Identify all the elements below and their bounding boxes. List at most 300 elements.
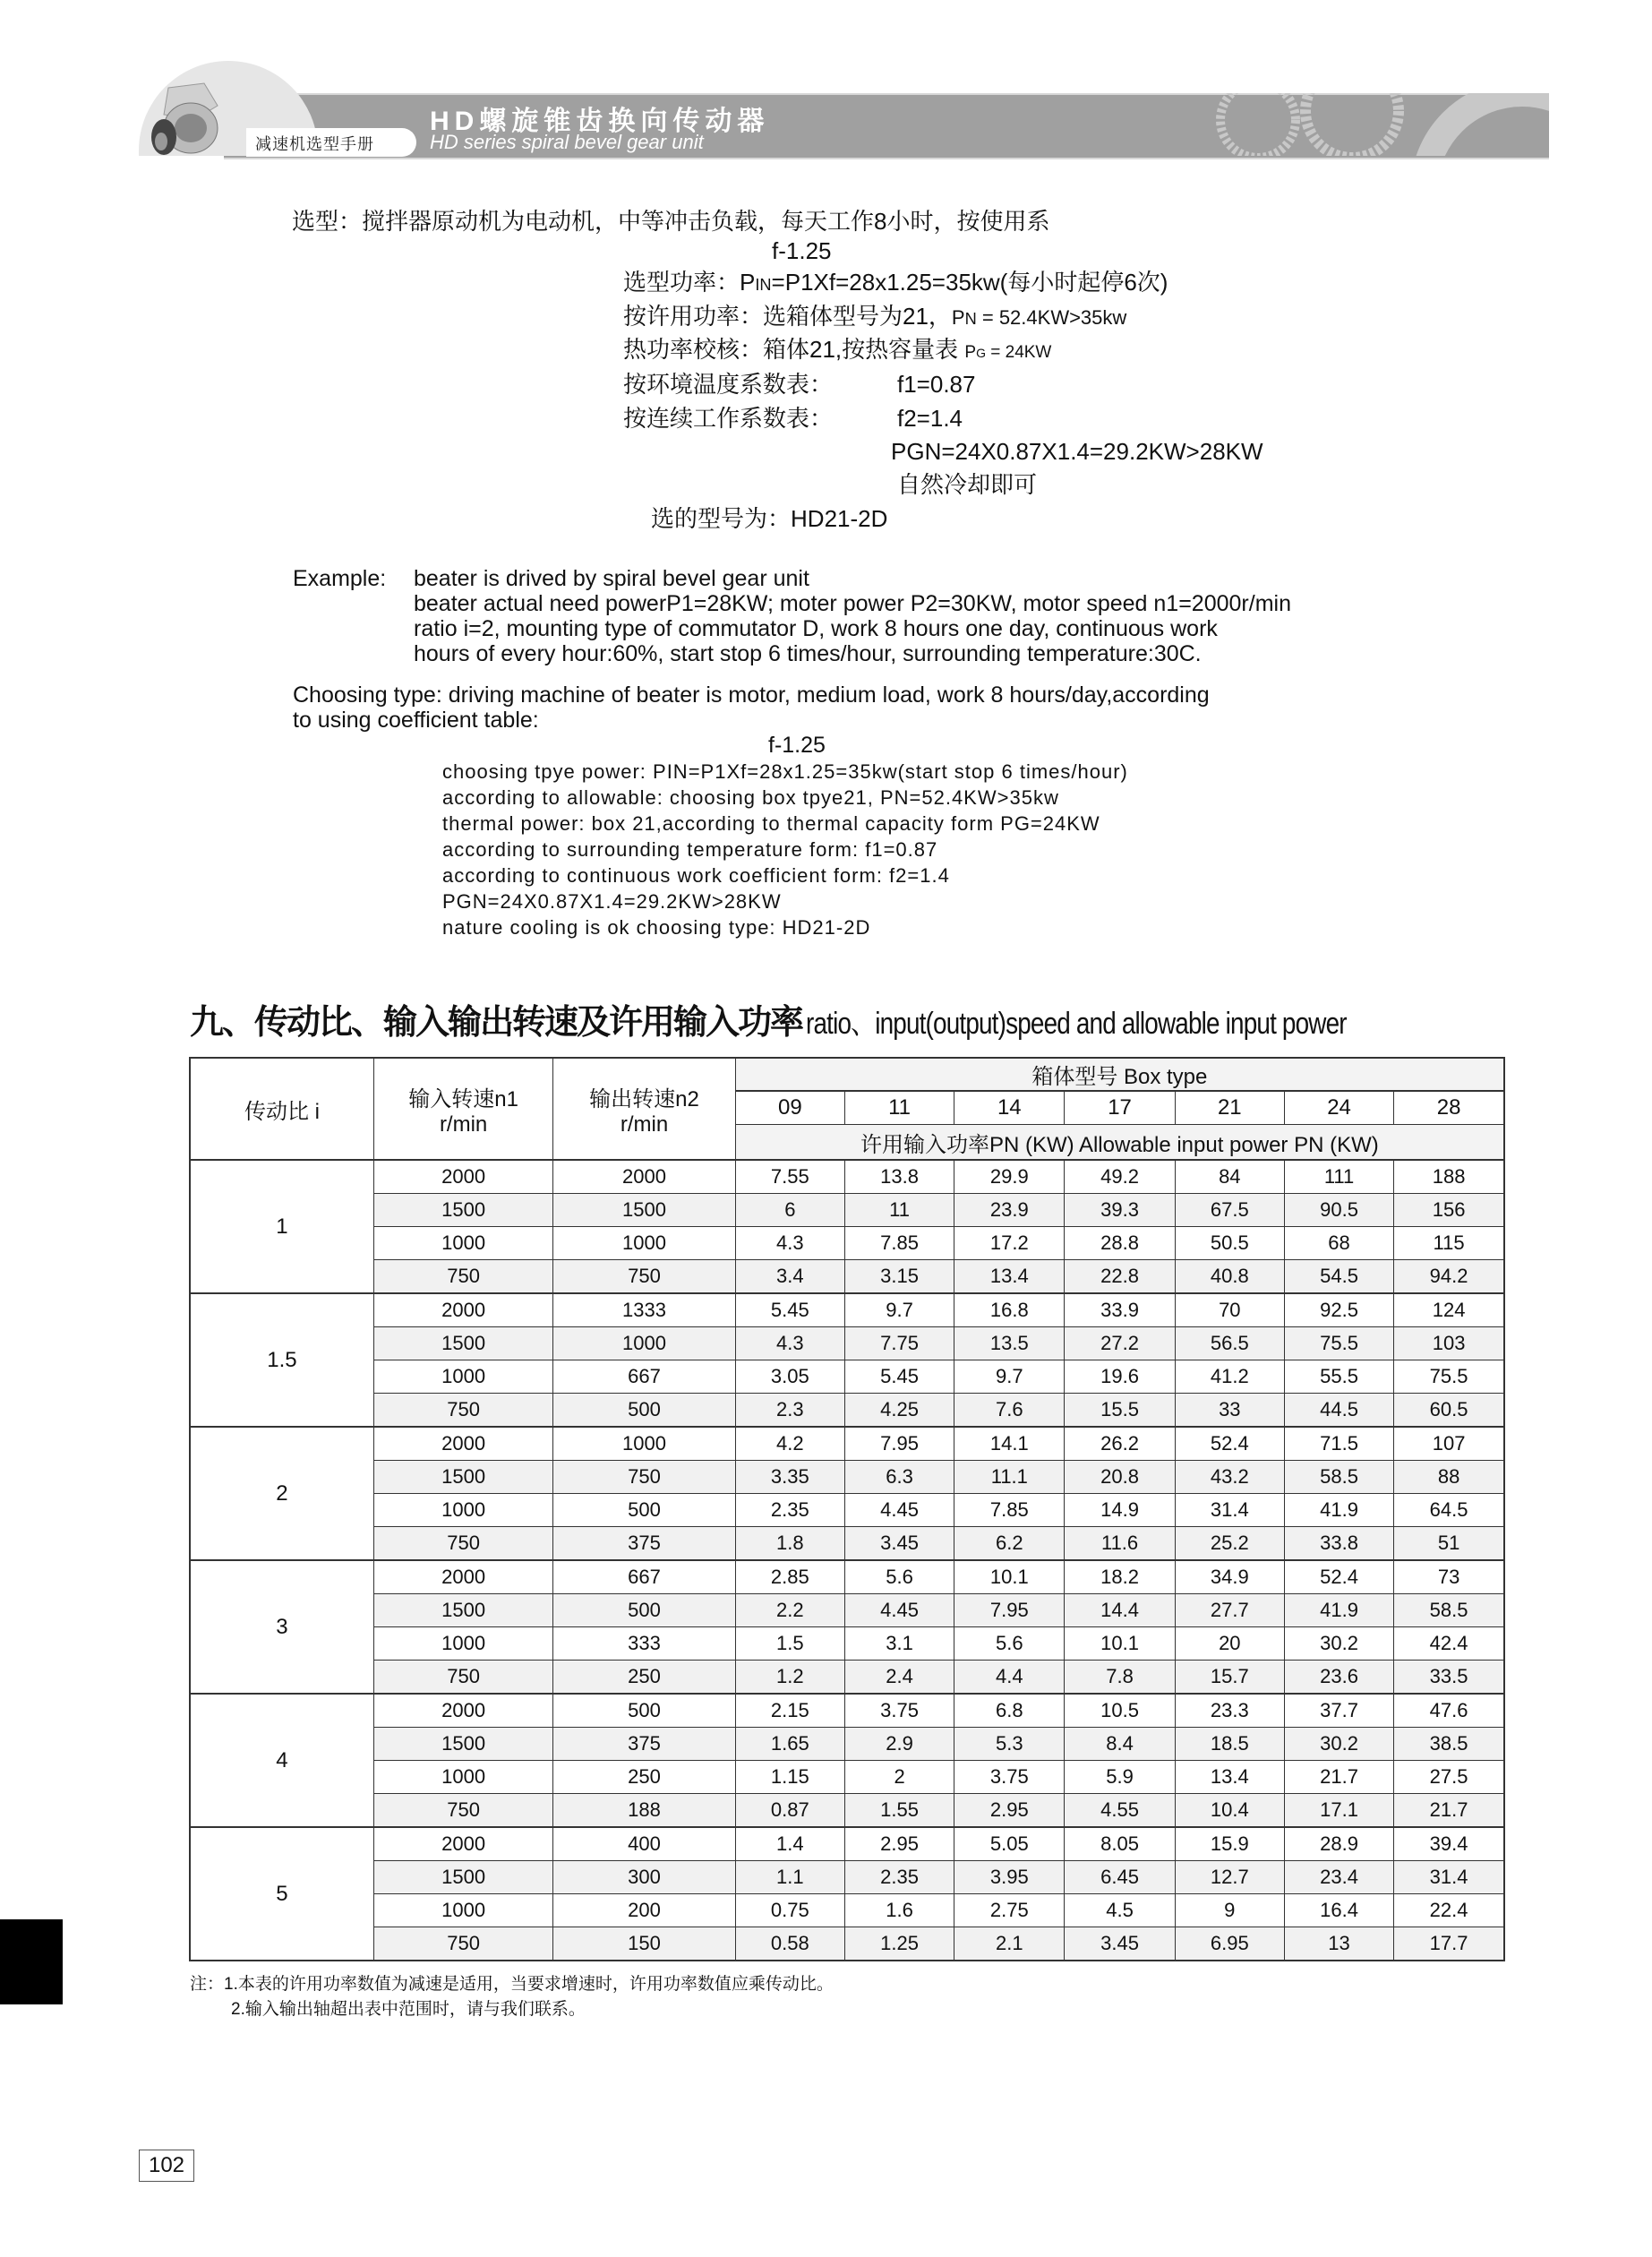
power-cell: 13.4: [954, 1260, 1065, 1294]
power-cell: 33.5: [1394, 1661, 1504, 1695]
power-cell: 1.55: [844, 1794, 954, 1828]
power-cell: 9.7: [844, 1293, 954, 1327]
input-speed-cell: 2000: [373, 1160, 552, 1194]
power-cell: 5.6: [954, 1627, 1065, 1661]
power-cell: 7.85: [954, 1494, 1065, 1527]
power-cell: 7.75: [844, 1327, 954, 1360]
power-cell: 4.45: [844, 1494, 954, 1527]
power-cell: 5.45: [844, 1360, 954, 1394]
power-cell: 50.5: [1175, 1227, 1284, 1260]
cn-row-thermal: 热功率校核：箱体21,按热容量表 PG = 24KW: [623, 336, 1052, 363]
power-cell: 4.25: [844, 1394, 954, 1428]
page-number: 102: [139, 2150, 194, 2182]
power-cell: 19.6: [1065, 1360, 1175, 1394]
power-cell: 22.8: [1065, 1260, 1175, 1294]
power-cell: 2.1: [954, 1927, 1065, 1961]
power-cell: 41.9: [1284, 1494, 1393, 1527]
power-cell: 75.5: [1394, 1360, 1504, 1394]
table-row: [190, 1927, 1504, 1961]
power-cell: 11.1: [954, 1461, 1065, 1494]
chapter-tab-marker: [0, 1919, 63, 2004]
power-cell: 23.6: [1284, 1661, 1393, 1695]
input-speed-cell: 1500: [373, 1461, 552, 1494]
table-row: [190, 1293, 1504, 1327]
note-line-2: 2.输入输出轴超出表中范围时，请与我们联系。: [231, 2000, 586, 2019]
output-speed-cell: 2000: [553, 1160, 735, 1194]
cn-temp-label: 按环境温度系数表：: [623, 371, 834, 398]
power-cell: 94.2: [1394, 1260, 1504, 1294]
power-cell: 38.5: [1394, 1728, 1504, 1761]
power-cell: 43.2: [1175, 1461, 1284, 1494]
power-cell: 34.9: [1175, 1560, 1284, 1594]
power-cell: 15.9: [1175, 1827, 1284, 1861]
power-cell: 16.4: [1284, 1894, 1393, 1927]
power-cell: 20: [1175, 1627, 1284, 1661]
power-cell: 11: [844, 1194, 954, 1227]
en-choose-line1: Choosing type: driving machine of beater is motor, medium load, work 8 hours/day,according: [293, 682, 1210, 708]
en-detail-line: according to surrounding temperature form: f1=0.87: [442, 838, 938, 861]
power-cell: 25.2: [1175, 1527, 1284, 1561]
table-notes: [190, 1972, 834, 2022]
input-speed-cell: 750: [373, 1260, 552, 1294]
en-example-line3: ratio i=2, mounting type of commutator D, work 8 hours one day, continuous work: [414, 616, 1218, 641]
power-cell: 64.5: [1394, 1494, 1504, 1527]
power-cell: 27.5: [1394, 1761, 1504, 1794]
power-cell: 3.75: [844, 1694, 954, 1728]
ratio-cell: 4: [190, 1694, 373, 1827]
output-speed-cell: 375: [553, 1527, 735, 1561]
cn-pgn: PGN=24X0.87X1.4=29.2KW>28KW: [891, 438, 1263, 465]
power-cell: 10.4: [1175, 1794, 1284, 1828]
input-speed-cell: 750: [373, 1927, 552, 1961]
output-speed-cell: 400: [553, 1827, 735, 1861]
ratio-cell: 1.5: [190, 1293, 373, 1427]
table-row: [190, 1427, 1504, 1461]
power-cell: 3.75: [954, 1761, 1065, 1794]
cn-row-allowable-power: 按许用功率：选箱体型号为21，PN = 52.4KW>35kw: [623, 303, 1127, 330]
power-cell: 3.45: [1065, 1927, 1175, 1961]
power-cell: 33.8: [1284, 1527, 1393, 1561]
power-cell: 20.8: [1065, 1461, 1175, 1494]
power-cell: 13.4: [1175, 1761, 1284, 1794]
cn-cooling: 自然冷却即可: [897, 471, 1038, 498]
power-cell: 2.35: [735, 1494, 844, 1527]
box-size-header: 09: [735, 1091, 844, 1125]
power-cell: 14.1: [954, 1427, 1065, 1461]
power-cell: 3.15: [844, 1260, 954, 1294]
col-header-box-type: 箱体型号 Box type: [735, 1058, 1504, 1091]
power-cell: 6.95: [1175, 1927, 1284, 1961]
header-title-cn: HD螺旋锥齿换向传动器: [430, 107, 770, 136]
en-example-line2: beater actual need powerP1=28KW; moter power P2=30KW, motor speed n1=2000r/min: [414, 591, 1291, 616]
power-cell: 75.5: [1284, 1327, 1393, 1360]
input-speed-cell: 1500: [373, 1594, 552, 1627]
power-cell: 10.1: [954, 1560, 1065, 1594]
section-title-en: ratio、input(output)speed and allowable input power: [806, 1007, 1348, 1041]
power-cell: 27.7: [1175, 1594, 1284, 1627]
power-cell: 37.7: [1284, 1694, 1393, 1728]
input-speed-cell: 1500: [373, 1194, 552, 1227]
power-cell: 2.4: [844, 1661, 954, 1695]
power-cell: 2.9: [844, 1728, 954, 1761]
power-cell: 2.2: [735, 1594, 844, 1627]
power-cell: 55.5: [1284, 1360, 1393, 1394]
table-row: [190, 1327, 1504, 1360]
en-detail-line: according to allowable: choosing box tpye21, PN=52.4KW>35kw: [442, 786, 1059, 809]
cn-cont-label: 按连续工作系数表：: [623, 405, 834, 432]
power-cell: 15.5: [1065, 1394, 1175, 1428]
power-cell: 156: [1394, 1194, 1504, 1227]
power-cell: 8.4: [1065, 1728, 1175, 1761]
power-cell: 28.8: [1065, 1227, 1175, 1260]
cn-row-input-power: 选型功率：PIN=P1Xf=28x1.25=35kw(每小时起停6次): [623, 269, 1168, 296]
output-speed-cell: 1333: [553, 1293, 735, 1327]
input-speed-cell: 750: [373, 1661, 552, 1695]
col-header-allowable-power: 许用输入功率PN (KW) Allowable input power PN (KW): [735, 1125, 1504, 1161]
power-cell: 3.45: [844, 1527, 954, 1561]
power-cell: 39.3: [1065, 1194, 1175, 1227]
power-cell: 103: [1394, 1327, 1504, 1360]
ratio-cell: 1: [190, 1160, 373, 1293]
input-speed-cell: 1000: [373, 1227, 552, 1260]
table-row: [190, 1360, 1504, 1394]
power-cell: 58.5: [1394, 1594, 1504, 1627]
power-cell: 188: [1394, 1160, 1504, 1194]
gear-unit-product-image: [141, 79, 231, 159]
output-speed-cell: 500: [553, 1594, 735, 1627]
power-cell: 5.05: [954, 1827, 1065, 1861]
power-cell: 71.5: [1284, 1427, 1393, 1461]
output-speed-cell: 667: [553, 1560, 735, 1594]
ratio-cell: 3: [190, 1560, 373, 1694]
table-row: [190, 1827, 1504, 1861]
box-size-header: 14: [954, 1091, 1065, 1125]
power-cell: 33: [1175, 1394, 1284, 1428]
table-row: [190, 1227, 1504, 1260]
power-cell: 5.45: [735, 1293, 844, 1327]
power-cell: 4.4: [954, 1661, 1065, 1695]
box-size-header: 28: [1394, 1091, 1504, 1125]
col-header-output-speed: 输出转速n2 r/min: [553, 1058, 735, 1160]
input-speed-cell: 750: [373, 1527, 552, 1561]
output-speed-cell: 667: [553, 1360, 735, 1394]
power-cell: 12.7: [1175, 1861, 1284, 1894]
power-cell: 10.5: [1065, 1694, 1175, 1728]
power-cell: 58.5: [1284, 1461, 1393, 1494]
note-line-1: 注：1.本表的许用功率数值为减速是适用，当要求增速时，许用功率数值应乘传动比。: [190, 1975, 834, 1994]
power-cell: 2.95: [954, 1794, 1065, 1828]
power-cell: 31.4: [1394, 1861, 1504, 1894]
output-speed-cell: 250: [553, 1761, 735, 1794]
power-cell: 22.4: [1394, 1894, 1504, 1927]
ratio-cell: 2: [190, 1427, 373, 1560]
output-speed-cell: 500: [553, 1694, 735, 1728]
power-cell: 10.1: [1065, 1627, 1175, 1661]
power-cell: 1.5: [735, 1627, 844, 1661]
power-cell: 42.4: [1394, 1627, 1504, 1661]
table-row: [190, 1160, 1504, 1194]
power-cell: 0.87: [735, 1794, 844, 1828]
ratio-cell: 5: [190, 1827, 373, 1961]
box-size-header: 11: [844, 1091, 954, 1125]
en-detail-line: choosing tpye power: PIN=P1Xf=28x1.25=35kw(start stop 6 times/hour): [442, 760, 1128, 783]
output-speed-cell: 1000: [553, 1227, 735, 1260]
power-cell: 1.2: [735, 1661, 844, 1695]
power-cell: 2: [844, 1761, 954, 1794]
table-row: [190, 1861, 1504, 1894]
power-cell: 0.58: [735, 1927, 844, 1961]
power-cell: 31.4: [1175, 1494, 1284, 1527]
power-cell: 2.15: [735, 1694, 844, 1728]
power-cell: 54.5: [1284, 1260, 1393, 1294]
power-cell: 84: [1175, 1160, 1284, 1194]
input-speed-cell: 1000: [373, 1360, 552, 1394]
power-cell: 5.6: [844, 1560, 954, 1594]
box-size-header: 24: [1284, 1091, 1393, 1125]
section-title: [190, 994, 1466, 1043]
power-cell: 73: [1394, 1560, 1504, 1594]
output-speed-cell: 150: [553, 1927, 735, 1961]
power-cell: 4.2: [735, 1427, 844, 1461]
en-detail-line: nature cooling is ok choosing type: HD21-2D: [442, 916, 871, 939]
power-cell: 92.5: [1284, 1293, 1393, 1327]
power-cell: 111: [1284, 1160, 1393, 1194]
header-title-en: HD series spiral bevel gear unit: [430, 131, 704, 153]
output-speed-cell: 500: [553, 1394, 735, 1428]
power-cell: 49.2: [1065, 1160, 1175, 1194]
power-cell: 13: [1284, 1927, 1393, 1961]
en-example-line4: hours of every hour:60%, start stop 6 times/hour, surrounding temperature:30C.: [414, 641, 1202, 666]
power-cell: 60.5: [1394, 1394, 1504, 1428]
power-cell: 1.25: [844, 1927, 954, 1961]
power-cell: 4.3: [735, 1327, 844, 1360]
power-cell: 27.2: [1065, 1327, 1175, 1360]
power-cell: 3.1: [844, 1627, 954, 1661]
power-cell: 5.9: [1065, 1761, 1175, 1794]
power-cell: 18.2: [1065, 1560, 1175, 1594]
power-cell: 47.6: [1394, 1694, 1504, 1728]
power-cell: 6.8: [954, 1694, 1065, 1728]
table-row: [190, 1627, 1504, 1661]
power-cell: 39.4: [1394, 1827, 1504, 1861]
power-cell: 4.45: [844, 1594, 954, 1627]
power-cell: 51: [1394, 1527, 1504, 1561]
table-row: [190, 1494, 1504, 1527]
power-cell: 1.8: [735, 1527, 844, 1561]
power-cell: 9: [1175, 1894, 1284, 1927]
power-cell: 16.8: [954, 1293, 1065, 1327]
output-speed-cell: 750: [553, 1260, 735, 1294]
power-cell: 0.75: [735, 1894, 844, 1927]
power-cell: 14.9: [1065, 1494, 1175, 1527]
cn-temp-value: f1=0.87: [897, 371, 976, 398]
output-speed-cell: 375: [553, 1728, 735, 1761]
power-table: [189, 1057, 1505, 1961]
power-cell: 23.4: [1284, 1861, 1393, 1894]
power-cell: 26.2: [1065, 1427, 1175, 1461]
box-size-header: 21: [1175, 1091, 1284, 1125]
power-cell: 17.7: [1394, 1927, 1504, 1961]
table-row: [190, 1794, 1504, 1828]
power-cell: 3.4: [735, 1260, 844, 1294]
table-row: [190, 1560, 1504, 1594]
power-cell: 33.9: [1065, 1293, 1175, 1327]
input-speed-cell: 1000: [373, 1761, 552, 1794]
power-cell: 56.5: [1175, 1327, 1284, 1360]
table-row: [190, 1194, 1504, 1227]
power-cell: 14.4: [1065, 1594, 1175, 1627]
output-speed-cell: 1000: [553, 1427, 735, 1461]
power-cell: 7.55: [735, 1160, 844, 1194]
power-cell: 2.95: [844, 1827, 954, 1861]
en-example-line1: beater is drived by spiral bevel gear unit: [414, 566, 809, 591]
power-cell: 67.5: [1175, 1194, 1284, 1227]
output-speed-cell: 333: [553, 1627, 735, 1661]
power-cell: 1.6: [844, 1894, 954, 1927]
power-cell: 30.2: [1284, 1728, 1393, 1761]
en-detail-list: [442, 759, 1128, 940]
power-cell: 17.2: [954, 1227, 1065, 1260]
table-row: [190, 1661, 1504, 1695]
power-cell: 30.2: [1284, 1627, 1393, 1661]
output-speed-cell: 1500: [553, 1194, 735, 1227]
power-cell: 41.9: [1284, 1594, 1393, 1627]
power-cell: 1.4: [735, 1827, 844, 1861]
en-example-label: Example:: [293, 566, 387, 591]
input-speed-cell: 2000: [373, 1560, 552, 1594]
input-speed-cell: 1000: [373, 1894, 552, 1927]
power-cell: 18.5: [1175, 1728, 1284, 1761]
table-row: [190, 1527, 1504, 1561]
output-speed-cell: 250: [553, 1661, 735, 1695]
power-cell: 7.6: [954, 1394, 1065, 1428]
power-cell: 41.2: [1175, 1360, 1284, 1394]
en-choose-line2: to using coefficient table:: [293, 708, 539, 733]
power-cell: 2.35: [844, 1861, 954, 1894]
cn-cont-value: f2=1.4: [897, 405, 963, 432]
col-header-input-speed: 输入转速n1 r/min: [373, 1058, 552, 1160]
input-speed-cell: 750: [373, 1794, 552, 1828]
box-size-header: 17: [1065, 1091, 1175, 1125]
power-cell: 17.1: [1284, 1794, 1393, 1828]
input-speed-cell: 1500: [373, 1861, 552, 1894]
power-cell: 2.85: [735, 1560, 844, 1594]
power-cell: 23.9: [954, 1194, 1065, 1227]
en-detail-line: thermal power: box 21,according to thermal capacity form PG=24KW: [442, 812, 1100, 835]
power-cell: 1.65: [735, 1728, 844, 1761]
power-cell: 3.35: [735, 1461, 844, 1494]
output-speed-cell: 188: [553, 1794, 735, 1828]
input-speed-cell: 2000: [373, 1293, 552, 1327]
power-cell: 68: [1284, 1227, 1393, 1260]
table-row: [190, 1728, 1504, 1761]
power-cell: 6: [735, 1194, 844, 1227]
power-cell: 9.7: [954, 1360, 1065, 1394]
handbook-label: 减速机选型手册: [255, 135, 374, 153]
power-cell: 40.8: [1175, 1260, 1284, 1294]
power-cell: 6.3: [844, 1461, 954, 1494]
power-cell: 1.15: [735, 1761, 844, 1794]
power-cell: 28.9: [1284, 1827, 1393, 1861]
power-cell: 2.75: [954, 1894, 1065, 1927]
input-speed-cell: 2000: [373, 1694, 552, 1728]
input-speed-cell: 1500: [373, 1728, 552, 1761]
power-cell: 124: [1394, 1293, 1504, 1327]
power-cell: 44.5: [1284, 1394, 1393, 1428]
power-cell: 4.3: [735, 1227, 844, 1260]
power-cell: 70: [1175, 1293, 1284, 1327]
input-speed-cell: 750: [373, 1394, 552, 1428]
power-cell: 52.4: [1284, 1560, 1393, 1594]
table-row: [190, 1894, 1504, 1927]
power-cell: 11.6: [1065, 1527, 1175, 1561]
power-cell: 23.3: [1175, 1694, 1284, 1728]
power-cell: 4.5: [1065, 1894, 1175, 1927]
power-cell: 4.55: [1065, 1794, 1175, 1828]
power-cell: 52.4: [1175, 1427, 1284, 1461]
col-header-ratio: 传动比 i: [190, 1058, 373, 1160]
table-row: [190, 1594, 1504, 1627]
power-cell: 15.7: [1175, 1661, 1284, 1695]
power-cell: 6.45: [1065, 1861, 1175, 1894]
table-row: [190, 1461, 1504, 1494]
power-cell: 21.7: [1284, 1761, 1393, 1794]
output-speed-cell: 200: [553, 1894, 735, 1927]
power-cell: 8.05: [1065, 1827, 1175, 1861]
power-cell: 3.05: [735, 1360, 844, 1394]
input-speed-cell: 1000: [373, 1627, 552, 1661]
power-cell: 115: [1394, 1227, 1504, 1260]
gears-decoration-icon: [1200, 93, 1549, 156]
power-cell: 90.5: [1284, 1194, 1393, 1227]
cn-example-line1: 选型：搅拌器原动机为电动机，中等冲击负载，每天工作8小时，按使用系: [292, 208, 1050, 235]
power-cell: 2.3: [735, 1394, 844, 1428]
cn-result: 选的型号为：HD21-2D: [651, 505, 888, 532]
power-cell: 7.95: [954, 1594, 1065, 1627]
en-detail-line: PGN=24X0.87X1.4=29.2KW>28KW: [442, 890, 782, 913]
power-cell: 7.8: [1065, 1661, 1175, 1695]
power-cell: 21.7: [1394, 1794, 1504, 1828]
input-speed-cell: 1000: [373, 1494, 552, 1527]
power-cell: 13.8: [844, 1160, 954, 1194]
output-speed-cell: 1000: [553, 1327, 735, 1360]
table-row: [190, 1394, 1504, 1428]
power-cell: 5.3: [954, 1728, 1065, 1761]
power-cell: 1.1: [735, 1861, 844, 1894]
power-cell: 7.95: [844, 1427, 954, 1461]
power-cell: 107: [1394, 1427, 1504, 1461]
table-row: [190, 1260, 1504, 1294]
power-cell: 6.2: [954, 1527, 1065, 1561]
power-cell: 7.85: [844, 1227, 954, 1260]
output-speed-cell: 500: [553, 1494, 735, 1527]
power-cell: 3.95: [954, 1861, 1065, 1894]
input-speed-cell: 1500: [373, 1327, 552, 1360]
en-detail-line: according to continuous work coefficient form: f2=1.4: [442, 864, 950, 887]
input-speed-cell: 2000: [373, 1827, 552, 1861]
input-speed-cell: 2000: [373, 1427, 552, 1461]
table-row: [190, 1761, 1504, 1794]
section-title-cn: 九、传动比、输入输出转速及许用输入功率: [190, 1004, 803, 1042]
power-cell: 13.5: [954, 1327, 1065, 1360]
power-cell: 29.9: [954, 1160, 1065, 1194]
power-cell: 88: [1394, 1461, 1504, 1494]
output-speed-cell: 750: [553, 1461, 735, 1494]
cn-factor: f-1.25: [772, 237, 832, 264]
output-speed-cell: 300: [553, 1861, 735, 1894]
table-row: [190, 1694, 1504, 1728]
en-factor: f-1.25: [768, 733, 826, 758]
